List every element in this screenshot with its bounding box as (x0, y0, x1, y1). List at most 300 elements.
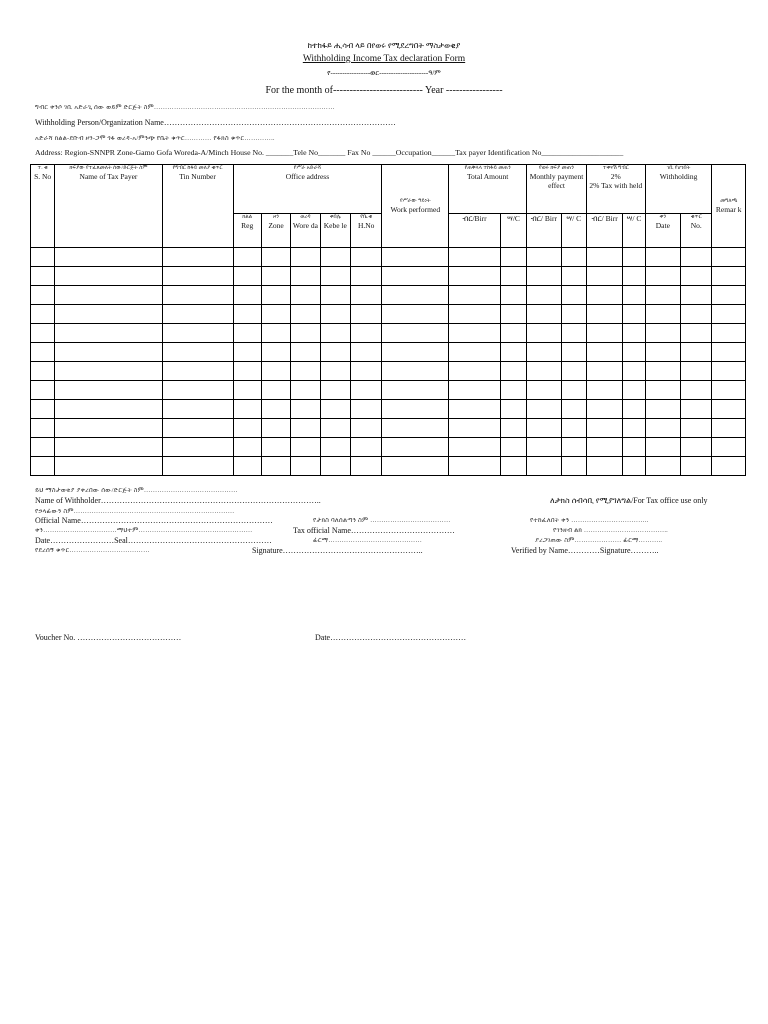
voucher-no-field[interactable]: Voucher No. ………………………………… (35, 633, 182, 642)
table-cell[interactable] (291, 286, 320, 305)
table-cell[interactable] (382, 324, 449, 343)
table-cell[interactable] (291, 324, 320, 343)
table-cell[interactable] (31, 362, 55, 381)
table-cell[interactable] (350, 343, 381, 362)
table-row (31, 400, 746, 419)
official-name-field[interactable]: Official Name……………………………………………………………… (35, 516, 273, 525)
table-cell[interactable] (623, 438, 645, 457)
table-cell[interactable] (162, 305, 233, 324)
table-cell[interactable] (527, 324, 561, 343)
table-cell[interactable] (681, 438, 712, 457)
table-cell[interactable] (233, 400, 261, 419)
table-cell[interactable] (712, 305, 746, 324)
table-row (31, 267, 746, 286)
table-cell[interactable] (291, 248, 320, 267)
table-cell[interactable] (561, 381, 586, 400)
table-cell[interactable] (645, 362, 680, 381)
table-cell[interactable] (681, 419, 712, 438)
col-tax-cent-label: ሣ/ C (626, 214, 642, 223)
table-cell[interactable] (645, 400, 680, 419)
table-cell[interactable] (55, 324, 162, 343)
table-cell[interactable] (350, 305, 381, 324)
table-cell[interactable] (561, 286, 586, 305)
table-cell[interactable] (350, 438, 381, 457)
col-kebele-label: Kebe le (323, 221, 347, 230)
table-cell[interactable] (291, 362, 320, 381)
address-amharic: አድራሻ ክልል-ደቡብ ዞን-ጋሞ ጎፋ ወረዳ-አ/ምንጭ የቤት ቁጥር………… የፋክስ ቁጥር………….. (35, 135, 275, 142)
col-work-performed (382, 165, 449, 248)
table-cell[interactable] (500, 286, 526, 305)
table-cell[interactable] (233, 362, 261, 381)
table-cell[interactable] (320, 324, 350, 343)
table-cell[interactable] (291, 419, 320, 438)
col-region-amharic: ክልል (242, 214, 253, 220)
table-cell[interactable] (712, 457, 746, 476)
table-cell[interactable] (162, 362, 233, 381)
official-name-amharic: የኃላፊውን ስም……………………………………………………………… (35, 508, 235, 515)
table-cell[interactable] (55, 362, 162, 381)
table-cell[interactable] (645, 248, 680, 267)
table-cell[interactable] (261, 248, 290, 267)
table-cell[interactable] (645, 419, 680, 438)
col-house-no (350, 214, 381, 248)
withholding-person-name-field[interactable]: Withholding Person/Organization Name…………………………………………………………………………… (35, 118, 396, 127)
table-cell[interactable] (233, 267, 261, 286)
col-kebele (320, 214, 350, 248)
table-cell[interactable] (500, 305, 526, 324)
table-cell[interactable] (645, 457, 680, 476)
table-cell[interactable] (500, 419, 526, 438)
table-cell[interactable] (382, 362, 449, 381)
table-cell[interactable] (233, 248, 261, 267)
date-seal-field[interactable]: Date……………………Seal……………………………………………… (35, 536, 272, 545)
table-cell[interactable] (55, 381, 162, 400)
table-cell[interactable] (162, 381, 233, 400)
table-cell[interactable] (681, 381, 712, 400)
table-cell[interactable] (320, 457, 350, 476)
table-cell[interactable] (500, 457, 526, 476)
table-cell[interactable] (233, 381, 261, 400)
table-cell[interactable] (712, 419, 746, 438)
table-cell[interactable] (31, 324, 55, 343)
withholder-name-amharic: ግብር ቀንሶ ገቢ አድራጊ ሰው ወይም ድርጅት ስም……………………………………………………………………… (35, 104, 335, 111)
col-monthly-cent (561, 214, 586, 248)
table-cell[interactable] (382, 286, 449, 305)
col-total-amount-label: Total Amount (467, 172, 509, 181)
col-serial-no-amharic: ተ. ቁ (37, 165, 48, 171)
table-cell[interactable] (162, 267, 233, 286)
table-cell[interactable] (561, 400, 586, 419)
table-cell[interactable] (320, 419, 350, 438)
table-cell[interactable] (561, 419, 586, 438)
table-row (31, 248, 746, 267)
table-cell[interactable] (449, 438, 501, 457)
col-tax-birr (586, 214, 622, 248)
table-cell[interactable] (382, 400, 449, 419)
col-zone-label: Zone (268, 221, 284, 230)
table-cell[interactable] (449, 419, 501, 438)
table-cell[interactable] (55, 419, 162, 438)
table-cell[interactable] (162, 419, 233, 438)
table-cell[interactable] (233, 324, 261, 343)
table-cell[interactable] (623, 362, 645, 381)
col-tax-withheld (586, 165, 645, 214)
table-cell[interactable] (586, 400, 622, 419)
col-tin-amharic: የግብር ከፋይ መለያ ቁጥር (172, 165, 223, 171)
table-cell[interactable] (527, 381, 561, 400)
table-cell[interactable] (645, 286, 680, 305)
table-cell[interactable] (31, 305, 55, 324)
table-cell[interactable] (233, 343, 261, 362)
col-woreda-label: Wore da (292, 221, 318, 230)
col-zone (261, 214, 290, 248)
table-cell[interactable] (55, 457, 162, 476)
table-cell[interactable] (261, 324, 290, 343)
table-cell[interactable] (55, 248, 162, 267)
table-cell[interactable] (320, 267, 350, 286)
date-seal-amharic: ቀን……………………………ማህተም…………………………………………… (35, 527, 253, 534)
table-cell[interactable] (712, 286, 746, 305)
table-cell[interactable] (527, 457, 561, 476)
table-cell[interactable] (320, 438, 350, 457)
table-cell[interactable] (261, 362, 290, 381)
table-cell[interactable] (31, 419, 55, 438)
table-cell[interactable] (561, 267, 586, 286)
table-cell[interactable] (500, 267, 526, 286)
table-cell[interactable] (527, 362, 561, 381)
table-cell[interactable] (527, 248, 561, 267)
table-cell[interactable] (320, 400, 350, 419)
table-row (31, 286, 746, 305)
table-cell[interactable] (712, 400, 746, 419)
table-cell[interactable] (261, 457, 290, 476)
table-cell[interactable] (681, 343, 712, 362)
table-cell[interactable] (623, 324, 645, 343)
col-serial-no (31, 165, 55, 248)
table-cell[interactable] (31, 248, 55, 267)
table-cell[interactable] (162, 286, 233, 305)
table-cell[interactable] (561, 362, 586, 381)
table-cell[interactable] (55, 267, 162, 286)
table-cell[interactable] (31, 400, 55, 419)
col-remark-amharic: መግለጫ (720, 198, 738, 204)
table-cell[interactable] (31, 286, 55, 305)
table-cell[interactable] (623, 381, 645, 400)
table-cell[interactable] (382, 457, 449, 476)
table-cell[interactable] (350, 324, 381, 343)
table-cell[interactable] (31, 457, 55, 476)
table-cell[interactable] (561, 324, 586, 343)
col-monthly-birr (527, 214, 561, 248)
col-monthly-payment-label: Monthly payment effect (529, 172, 584, 190)
table-cell[interactable] (261, 343, 290, 362)
table-cell[interactable] (527, 438, 561, 457)
table-cell[interactable] (681, 248, 712, 267)
table-cell[interactable] (681, 286, 712, 305)
col-serial-no-label: S. No (34, 172, 52, 181)
table-cell[interactable] (527, 400, 561, 419)
table-cell[interactable] (712, 381, 746, 400)
col-total-birr-label: ብር/Birr (462, 214, 487, 223)
col-total-birr (449, 214, 501, 248)
col-withholding-date-label: Date (655, 221, 670, 230)
table-cell[interactable] (291, 381, 320, 400)
table-cell[interactable] (645, 343, 680, 362)
col-withholding-no (681, 214, 712, 248)
table-cell[interactable] (561, 343, 586, 362)
table-cell[interactable] (350, 286, 381, 305)
col-remark-label: Remar k (715, 205, 742, 214)
table-cell[interactable] (382, 248, 449, 267)
table-cell[interactable] (623, 343, 645, 362)
table-cell[interactable] (586, 286, 622, 305)
table-cell[interactable] (527, 343, 561, 362)
table-cell[interactable] (623, 286, 645, 305)
table-cell[interactable] (233, 305, 261, 324)
table-cell[interactable] (291, 438, 320, 457)
table-cell[interactable] (233, 438, 261, 457)
table-cell[interactable] (586, 343, 622, 362)
col-tin-label: Tin Number (179, 172, 216, 181)
table-cell[interactable] (586, 324, 622, 343)
table-cell[interactable] (449, 324, 501, 343)
bottom-date-field[interactable]: Date…………………………………………… (315, 633, 467, 642)
table-cell[interactable] (233, 286, 261, 305)
table-cell[interactable] (586, 362, 622, 381)
form-title: Withholding Income Tax declaration Form (302, 54, 466, 64)
table-cell[interactable] (500, 438, 526, 457)
table-cell[interactable] (31, 267, 55, 286)
table-cell[interactable] (291, 343, 320, 362)
col-tin (162, 165, 233, 248)
table-cell[interactable] (645, 305, 680, 324)
col-office-address (233, 165, 382, 214)
table-cell[interactable] (55, 343, 162, 362)
table-cell[interactable] (500, 248, 526, 267)
table-cell[interactable] (320, 381, 350, 400)
col-monthly-payment (527, 165, 587, 214)
table-cell[interactable] (261, 381, 290, 400)
table-cell[interactable] (320, 286, 350, 305)
table-cell[interactable] (645, 324, 680, 343)
table-cell[interactable] (586, 248, 622, 267)
table-cell[interactable] (712, 267, 746, 286)
table-cell[interactable] (681, 324, 712, 343)
receipt-amount-amharic: የገንዘብ ልክ ……………………………….. (553, 527, 668, 534)
col-total-cent-label: ሣ/C (507, 214, 520, 223)
table-cell[interactable] (645, 381, 680, 400)
col-remark (712, 165, 746, 248)
table-cell[interactable] (261, 286, 290, 305)
table-cell[interactable] (291, 457, 320, 476)
table-cell[interactable] (320, 305, 350, 324)
col-monthly-birr-label: ብር/ Birr (530, 214, 557, 223)
table-cell[interactable] (449, 457, 501, 476)
receipt-number-amharic: የደረሰኝ ቁጥር……………………………… (35, 547, 150, 554)
table-cell[interactable] (350, 400, 381, 419)
table-cell[interactable] (55, 400, 162, 419)
table-cell[interactable] (712, 362, 746, 381)
table-cell[interactable] (500, 400, 526, 419)
table-cell[interactable] (350, 248, 381, 267)
table-cell[interactable] (31, 438, 55, 457)
withholder-name-field[interactable]: Name of Withholder……………………………………………………………………….. (35, 496, 321, 505)
table-cell[interactable] (449, 248, 501, 267)
table-cell[interactable] (31, 343, 55, 362)
table-cell[interactable] (350, 381, 381, 400)
col-woreda-amharic: ወረዳ (300, 214, 311, 220)
table-cell[interactable] (382, 381, 449, 400)
col-work-performed-amharic: የሥራው ዓይነት (399, 198, 431, 204)
table-cell[interactable] (449, 400, 501, 419)
table-cell[interactable] (681, 305, 712, 324)
table-cell[interactable] (31, 381, 55, 400)
table-cell[interactable] (320, 362, 350, 381)
table-cell[interactable] (500, 362, 526, 381)
col-work-performed-label: Work performed (390, 205, 441, 214)
table-cell[interactable] (449, 305, 501, 324)
table-cell[interactable] (55, 305, 162, 324)
table-cell[interactable] (350, 457, 381, 476)
col-total-amount (449, 165, 527, 214)
address-line[interactable]: Address: Region-SNNPR Zone-Gamo Gofa Woreda-A/Minch House No. _______Tele No_______ Fax No ______Occupation______Tax payer Identification No_____________________ (35, 148, 624, 157)
table-cell[interactable] (586, 305, 622, 324)
table-cell[interactable] (681, 362, 712, 381)
table-cell[interactable] (449, 343, 501, 362)
table-cell[interactable] (561, 438, 586, 457)
table-cell[interactable] (712, 343, 746, 362)
table-cell[interactable] (350, 267, 381, 286)
table-cell[interactable] (320, 343, 350, 362)
table-cell[interactable] (586, 381, 622, 400)
table-cell[interactable] (233, 457, 261, 476)
tax-official-name-amharic: የታክስ ባለሰልጣን ስም ……………………………… (313, 517, 451, 524)
table-cell[interactable] (586, 267, 622, 286)
table-cell[interactable] (382, 438, 449, 457)
table-cell[interactable] (527, 305, 561, 324)
table-cell[interactable] (712, 438, 746, 457)
table-cell[interactable] (449, 267, 501, 286)
table-cell[interactable] (382, 267, 449, 286)
col-tax-payer-name (55, 165, 162, 248)
table-cell[interactable] (261, 419, 290, 438)
table-cell[interactable] (55, 286, 162, 305)
table-cell[interactable] (681, 400, 712, 419)
table-cell[interactable] (449, 381, 501, 400)
col-monthly-cent-label: ሣ/ C (566, 214, 582, 223)
table-cell[interactable] (712, 324, 746, 343)
table-row (31, 305, 746, 324)
table-cell[interactable] (449, 286, 501, 305)
table-cell[interactable] (500, 381, 526, 400)
col-region (233, 214, 261, 248)
tax-official-name-field[interactable]: Tax official Name………………………………… (293, 526, 455, 535)
table-cell[interactable] (261, 400, 290, 419)
table-cell[interactable] (382, 419, 449, 438)
table-cell[interactable] (623, 457, 645, 476)
table-cell[interactable] (586, 438, 622, 457)
date-line: የ-----------------ወር---------------------ዓ/ም (327, 69, 441, 77)
table-cell[interactable] (561, 305, 586, 324)
table-cell[interactable] (623, 305, 645, 324)
table-cell[interactable] (527, 286, 561, 305)
table-cell[interactable] (261, 305, 290, 324)
table-cell[interactable] (449, 362, 501, 381)
table-cell[interactable] (291, 400, 320, 419)
col-tax-withheld-amharic: ተቀናሽ ግብር (602, 165, 629, 171)
table-cell[interactable] (586, 419, 622, 438)
table-cell[interactable] (261, 267, 290, 286)
table-row (31, 324, 746, 343)
col-withholding (645, 165, 712, 214)
col-withholding-no-amharic: ቁጥር (690, 214, 702, 220)
table-cell[interactable] (55, 438, 162, 457)
table-row (31, 381, 746, 400)
table-cell[interactable] (623, 248, 645, 267)
table-cell[interactable] (645, 438, 680, 457)
col-withholding-amharic: ገቢ የሆነበት (666, 165, 691, 171)
col-withholding-no-label: No. (690, 221, 702, 230)
col-tax-payer-name-amharic: ክፍያው የተፈጸመለት ሰው/ድርጅት ስም (69, 165, 148, 171)
table-cell[interactable] (500, 343, 526, 362)
signature-amharic: ፊርማ…………………………………… (313, 537, 423, 544)
table-cell[interactable] (162, 400, 233, 419)
table-cell[interactable] (162, 438, 233, 457)
table-cell[interactable] (645, 267, 680, 286)
table-body (31, 248, 746, 476)
table-cell[interactable] (320, 248, 350, 267)
table-cell[interactable] (261, 438, 290, 457)
table-cell[interactable] (527, 267, 561, 286)
table-cell[interactable] (162, 324, 233, 343)
table-cell[interactable] (350, 362, 381, 381)
table-cell[interactable] (681, 457, 712, 476)
col-house-no-amharic: የቤ.ቁ (360, 214, 373, 220)
verified-by-field[interactable]: Verified by Name…………Signature……….. (511, 546, 659, 555)
table-cell[interactable] (291, 305, 320, 324)
table-cell[interactable] (681, 267, 712, 286)
signature-field[interactable]: Signature…………………………………………….. (252, 546, 423, 555)
col-tax-percent: 2% (610, 172, 621, 181)
col-office-address-label: Office address (285, 172, 330, 181)
footer-withholder-name-amharic: ይህ ማስታወቂያ ያቀረበው ሰው/ድርጅት ስም…………………………………… (35, 487, 238, 494)
table-cell[interactable] (350, 419, 381, 438)
tax-office-use-only-label: ለታክስ ሰብሳቢ የሚያገለግል/For Tax office use only (550, 496, 708, 505)
col-region-label: Reg (241, 221, 254, 230)
table-cell[interactable] (162, 248, 233, 267)
table-cell[interactable] (382, 343, 449, 362)
table-cell[interactable] (561, 248, 586, 267)
table-cell[interactable] (527, 419, 561, 438)
table-cell[interactable] (561, 457, 586, 476)
table-cell[interactable] (162, 343, 233, 362)
table-cell[interactable] (500, 324, 526, 343)
table-cell[interactable] (382, 305, 449, 324)
table-cell[interactable] (233, 419, 261, 438)
table-cell[interactable] (586, 457, 622, 476)
table-row (31, 438, 746, 457)
table-cell[interactable] (162, 457, 233, 476)
table-cell[interactable] (712, 248, 746, 267)
col-total-amount-amharic: የጠቅላላ ተከፋይ መጠን (464, 165, 511, 171)
col-tax-birr-label: ብር/ Birr (591, 214, 618, 223)
table-cell[interactable] (623, 419, 645, 438)
table-row (31, 343, 746, 362)
table-cell[interactable] (623, 400, 645, 419)
col-tax-cent (623, 214, 645, 248)
table-cell[interactable] (623, 267, 645, 286)
table-cell[interactable] (291, 267, 320, 286)
